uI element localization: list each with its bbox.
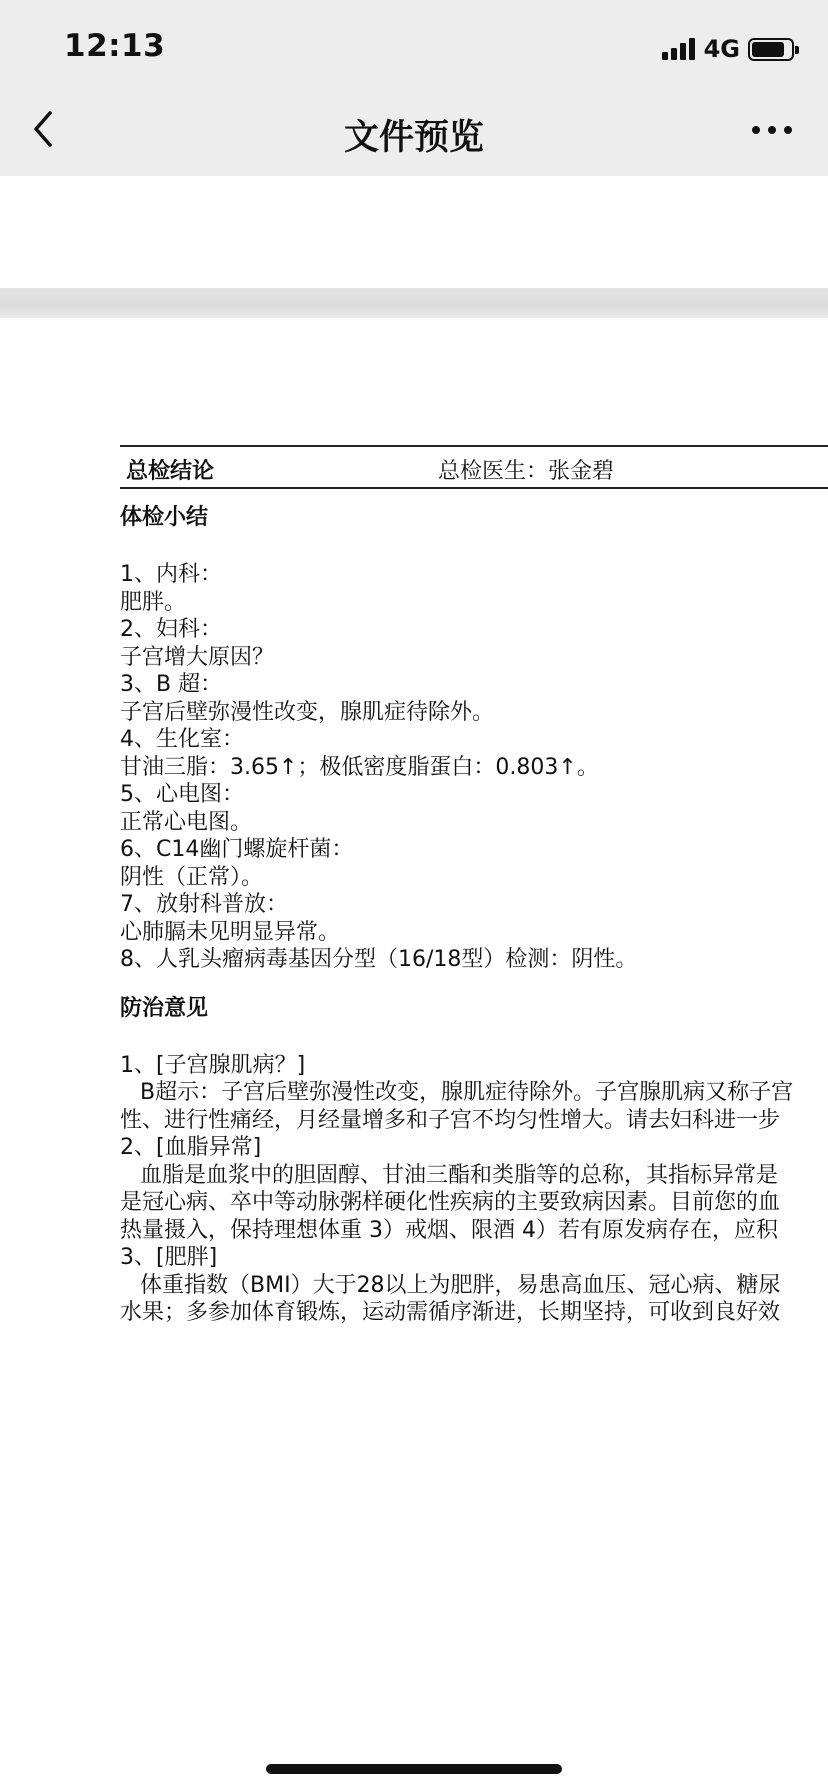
page-title: 文件预览	[343, 118, 484, 158]
status-indicators	[662, 34, 794, 64]
more-button[interactable]	[752, 120, 792, 140]
summary-line: 阴性（正常）。	[120, 864, 264, 890]
advice-line: 水果；多参加体育锻炼，运动需循序渐进，长期坚持，可收到良好效	[120, 1300, 781, 1325]
summary-line: 子宫增大原因？	[120, 644, 275, 670]
document-content	[120, 445, 828, 1327]
summary-line: 子宫后壁弥漫性改变，腺肌症待除外。	[120, 699, 495, 725]
summary-line: 3、B 超：	[120, 672, 223, 697]
summary-line: 7、放射科普放：	[120, 892, 288, 917]
summary-list	[120, 561, 828, 974]
more-icon	[752, 126, 760, 134]
status-time: 12:13	[64, 28, 166, 64]
summary-title: 体检小结	[120, 505, 209, 530]
advice-line: 体重指数（BMI）大于28以上为肥胖，易患高血压、冠心病、糖尿	[140, 1272, 781, 1298]
top-bar	[0, 0, 828, 176]
advice-line: 热量摄入，保持理想体重 3）戒烟、限酒 4）若有原发病存在，应积	[120, 1217, 778, 1243]
summary-line: 甘油三脂：3.65↑；极低密度脂蛋白：0.803↑。	[120, 754, 599, 780]
advice-title: 防治意见	[120, 995, 209, 1021]
advice-list	[120, 1052, 828, 1327]
summary-line: 8、人乳头瘤病毒基因分型（16/18型）检测：阴性。	[120, 947, 638, 972]
advice-line: 3、[肥胖]	[120, 1245, 218, 1270]
preview-area-top	[0, 176, 828, 288]
summary-line: 6、C14幽门螺旋杆菌：	[120, 837, 354, 862]
conclusion-label: 总检结论	[126, 459, 215, 484]
signal-icon	[662, 38, 698, 60]
conclusion-header	[120, 445, 828, 489]
page-divider	[0, 288, 828, 318]
summary-line: 2、妇科：	[120, 617, 222, 642]
document-page[interactable]	[0, 318, 828, 1792]
advice-line: B超示：子宫后壁弥漫性改变，腺肌症待除外。子宫腺肌病又称子宫	[140, 1080, 794, 1105]
battery-icon	[748, 38, 794, 61]
summary-line: 正常心电图。	[120, 809, 253, 835]
summary-line: 肥胖。	[120, 589, 187, 615]
advice-line: 是冠心病、卒中等动脉粥样硬化性疾病的主要致病因素。目前您的血	[120, 1190, 781, 1215]
summary-line: 5、心电图：	[120, 782, 244, 807]
network-type: 4G	[703, 35, 740, 63]
advice-line: 性、进行性痛经，月经量增多和子宫不均匀性增大。请去妇科进一步	[120, 1107, 781, 1133]
advice-line: 血脂是血浆中的胆固醇、甘油三酯和类脂等的总称，其指标异常是	[140, 1162, 779, 1188]
summary-line: 心肺膈未见明显异常。	[120, 919, 341, 945]
advice-line: 1、[子宫腺肌病？]	[120, 1052, 306, 1078]
summary-line: 1、内科：	[120, 562, 222, 587]
doctor-label: 总检医生：张金碧	[438, 459, 615, 484]
summary-line: 4、生化室：	[120, 727, 244, 752]
advice-line: 2、[血脂异常]	[120, 1135, 262, 1160]
home-indicator[interactable]	[266, 1764, 562, 1774]
